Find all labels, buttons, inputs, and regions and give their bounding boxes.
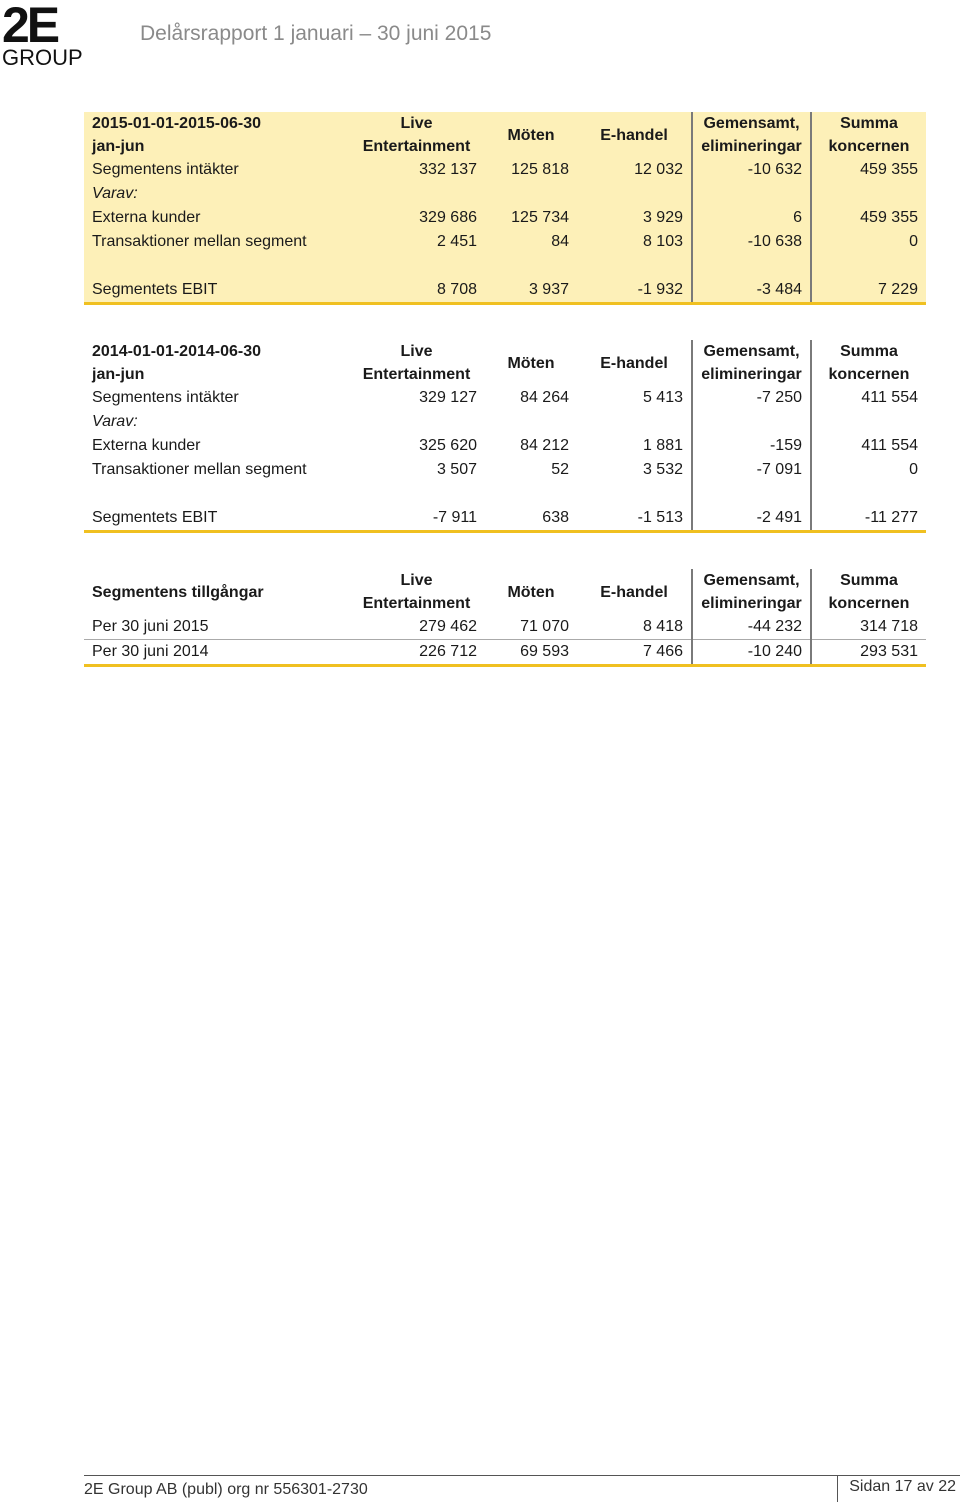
segment-table-2014: [84, 340, 926, 533]
table-row: Per 30 juni 2015 279 462 71 070 8 418 -44 232 314 718: [84, 615, 926, 640]
assets-title: Segmentens tillgångar: [92, 583, 264, 601]
col-gemensamt: Gemensamt, elimineringar: [692, 340, 811, 386]
col-ehandel: E-handel: [600, 354, 668, 372]
logo-group: GROUP: [2, 45, 83, 70]
page-number: Sidan 17 av 22: [849, 1478, 956, 1495]
col-gemensamt: Gemensamt, elimineringar: [692, 112, 811, 158]
ebit-row: Segmentets EBIT 8 708 3 937 -1 932 -3 484 7 229: [84, 278, 926, 304]
col-summa: Summa koncernen: [811, 340, 926, 386]
table-row: Externa kunder 325 620 84 212 1 881 -159 411 554: [84, 434, 926, 458]
col-moten: Möten: [507, 583, 555, 601]
table-row: Per 30 juni 2014 226 712 69 593 7 466 -10 240 293 531: [84, 640, 926, 666]
footer-company: 2E Group AB (publ) org nr 556301-2730: [84, 1481, 368, 1498]
table-header-row: [84, 112, 926, 158]
col-gemensamt: Gemensamt, elimineringar: [692, 569, 811, 615]
table-row: Transaktioner mellan segment 3 507 52 3 532 -7 091 0: [84, 458, 926, 482]
col-live-entertainment: Live Entertainment: [362, 343, 471, 383]
col-summa: Summa koncernen: [811, 112, 926, 158]
segment-table-2015: [84, 112, 926, 305]
table-row: Varav:: [84, 182, 926, 206]
period-header: 2015-01-01-2015-06-30 jan-jun: [84, 112, 348, 158]
table-header-row: [84, 340, 926, 386]
footer-divider: [84, 1475, 960, 1476]
segment-assets-table: [84, 569, 926, 667]
logo-2e: 2E: [2, 0, 58, 53]
col-ehandel: E-handel: [600, 583, 668, 601]
col-live-entertainment: Live Entertainment: [362, 572, 471, 612]
table-row: Segmentens intäkter 329 127 84 264 5 413 -7 250 411 554: [84, 386, 926, 410]
table-row: Segmentens intäkter 332 137 125 818 12 032 -10 632 459 355: [84, 158, 926, 182]
col-moten: Möten: [485, 112, 577, 158]
col-live-entertainment: Live Entertainment: [348, 112, 485, 158]
col-summa: Summa koncernen: [811, 569, 926, 615]
table-row: Transaktioner mellan segment 2 451 84 8 103 -10 638 0: [84, 230, 926, 254]
col-moten: Möten: [507, 354, 555, 372]
period-header: 2014-01-01-2014-06-30 jan-jun: [92, 343, 262, 383]
table-header-row: [84, 569, 926, 615]
company-logo: [2, 2, 88, 70]
footer-separator: [837, 1476, 838, 1502]
table-row: Externa kunder 329 686 125 734 3 929 6 459 355: [84, 206, 926, 230]
report-title: Delårsrapport 1 januari – 30 juni 2015: [140, 22, 492, 45]
table-row: Varav:: [84, 410, 926, 434]
ebit-row: Segmentets EBIT -7 911 638 -1 513 -2 491 -11 277: [84, 506, 926, 532]
col-ehandel: E-handel: [577, 112, 692, 158]
